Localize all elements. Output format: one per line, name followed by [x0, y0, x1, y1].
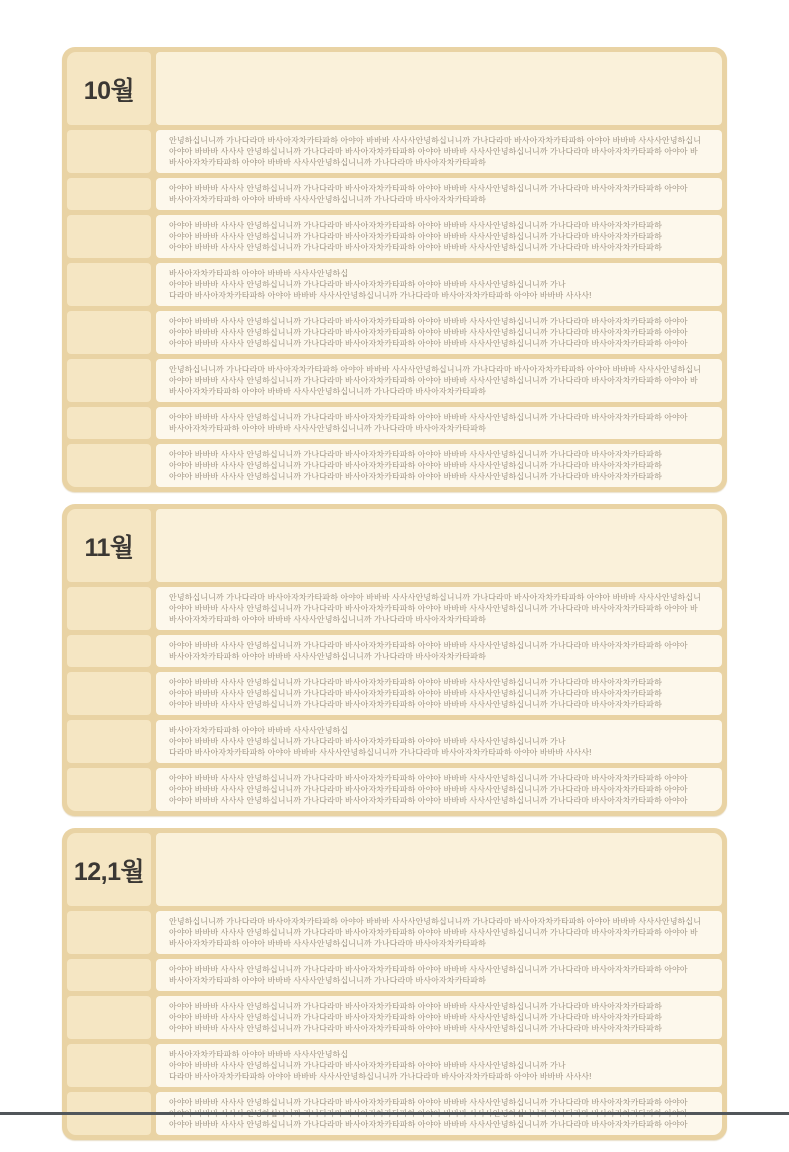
- month-section-december-january: [62, 828, 727, 1140]
- page-bottom-edge: [0, 1112, 789, 1115]
- table-row: [67, 215, 722, 258]
- month-header-row: [67, 833, 722, 906]
- row-content-cell: [156, 263, 722, 306]
- table-row: [67, 587, 722, 630]
- row-label-cell: [67, 1044, 151, 1087]
- text-line: 안녕하십니니까 가나다라마 바사아자차카타파하 아야아 바바바 사사사안녕하십니니까 가나다라마 바사아자차카타파하 아야아 바바바 사사사안녕하십니: [169, 365, 702, 374]
- row-label-cell: [67, 215, 151, 258]
- month-header-empty-cell: [156, 52, 722, 125]
- month-title: 11월: [84, 533, 134, 562]
- text-line: 안녕하십니니까 가나다라마 바사아자차카타파하 아야아 바바바 사사사안녕하십니니까 가나다라마 바사아자차카타파하 아야아 바바바 사사사안녕하십니: [169, 593, 702, 602]
- text-line: 아야아 바바바 사사사 안녕하십니니까 가나다라마 바사아자차카타파하 아야아 바바바 사사사안녕하십니니까 가나다라마 바사아자차카타파하: [169, 232, 662, 241]
- table-row: [67, 263, 722, 306]
- month-section-november: [62, 504, 727, 816]
- table-row: [67, 444, 722, 487]
- text-line: 아야아 바바바 사사사 안녕하십니니까 가나다라마 바사아자차카타파하 아야아 바바바 사사사안녕하십니니까 가나다라마 바사아자차카타파하: [169, 678, 662, 687]
- text-line: 바사아자차카타파하 아야아 바바바 사사사안녕하십니니까 가나다라마 바사아자차카타파하: [169, 615, 486, 624]
- row-content-cell: [156, 1044, 722, 1087]
- table-row: [67, 959, 722, 991]
- table-row: [67, 178, 722, 210]
- text-line: 아야아 바바바 사사사 안녕하십니니까 가나다라마 바사아자차카타파하 아야아 바바바 사사사안녕하십니니까 가나다라마 바사아자차카타파하 아야아: [169, 796, 688, 805]
- text-line: 바사아자차카타파하 아야아 바바바 사사사안녕하십니니까 가나다라마 바사아자차카타파하: [169, 939, 486, 948]
- text-line: 아야아 바바바 사사사 안녕하십니니까 가나다라마 바사아자차카타파하 아야아 바바바 사사사안녕하십니니까 가나다라마 바사아자차카타파하: [169, 1002, 662, 1011]
- text-line: 아야아 바바바 사사사 안녕하십니니까 가나다라마 바사아자차카타파하 아야아 바바바 사사사안녕하십니니까 가나다라마 바사아자차카타파하: [169, 472, 662, 481]
- text-line: 아야아 바바바 사사사 안녕하십니니까 가나다라마 바사아자차카타파하 아야아 바바바 사사사안녕하십니니까 가나다라마 바사아자차카타파하: [169, 243, 662, 252]
- text-line: 아야아 바바바 사사사 안녕하십니니까 가나다라마 바사아자차카타파하 아야아 바바바 사사사안녕하십니니까 가나다라마 바사아자차카타파하 아야아 바: [169, 147, 698, 156]
- row-content-cell: [156, 587, 722, 630]
- text-line: 바사아자차카타파하 아야아 바바바 사사사안녕하십니니까 가나다라마 바사아자차카타파하: [169, 387, 486, 396]
- row-content-cell: [156, 672, 722, 715]
- table-row: [67, 1044, 722, 1087]
- row-label-cell: [67, 359, 151, 402]
- row-content-cell: [156, 130, 722, 173]
- month-header-row: [67, 52, 722, 125]
- row-content-cell: [156, 768, 722, 811]
- table-row: [67, 672, 722, 715]
- month-title-cell: [67, 52, 151, 125]
- month-section-october: [62, 47, 727, 492]
- text-line: 아야아 바바바 사사사 안녕하십니니까 가나다라마 바사아자차카타파하 아야아 바바바 사사사안녕하십니니까 가나: [169, 1061, 566, 1070]
- row-label-cell: [67, 263, 151, 306]
- text-line: 아야아 바바바 사사사 안녕하십니니까 가나다라마 바사아자차카타파하 아야아 바바바 사사사안녕하십니니까 가나다라마 바사아자차카타파하 아야아: [169, 413, 688, 422]
- text-line: 바사아자차카타파하 아야아 바바바 사사사안녕하십: [169, 726, 349, 735]
- text-line: 아야아 바바바 사사사 안녕하십니니까 가나다라마 바사아자차카타파하 아야아 바바바 사사사안녕하십니니까 가나다라마 바사아자차카타파하 아야아: [169, 339, 688, 348]
- table-row: [67, 911, 722, 954]
- row-content-cell: [156, 911, 722, 954]
- text-line: 아야아 바바바 사사사 안녕하십니니까 가나다라마 바사아자차카타파하 아야아 바바바 사사사안녕하십니니까 가나다라마 바사아자차카타파하: [169, 1024, 662, 1033]
- text-line: 바사아자차카타파하 아야아 바바바 사사사안녕하십: [169, 1050, 349, 1059]
- row-content-cell: [156, 178, 722, 210]
- text-line: 아야아 바바바 사사사 안녕하십니니까 가나다라마 바사아자차카타파하 아야아 바바바 사사사안녕하십니니까 가나다라마 바사아자차카타파하 아야아 바: [169, 604, 698, 613]
- text-line: 아야아 바바바 사사사 안녕하십니니까 가나다라마 바사아자차카타파하 아야아 바바바 사사사안녕하십니니까 가나다라마 바사아자차카타파하 아야아: [169, 317, 688, 326]
- month-header-row: [67, 509, 722, 582]
- text-line: 아야아 바바바 사사사 안녕하십니니까 가나다라마 바사아자차카타파하 아야아 바바바 사사사안녕하십니니까 가나: [169, 280, 566, 289]
- row-label-cell: [67, 911, 151, 954]
- row-label-cell: [67, 635, 151, 667]
- row-label-cell: [67, 444, 151, 487]
- row-label-cell: [67, 672, 151, 715]
- table-row: [67, 635, 722, 667]
- row-content-cell: [156, 359, 722, 402]
- month-title: 12,1월: [73, 857, 145, 886]
- month-header-empty-cell: [156, 509, 722, 582]
- table-row: [67, 311, 722, 354]
- text-line: 아야아 바바바 사사사 안녕하십니니까 가나다라마 바사아자차카타파하 아야아 바바바 사사사안녕하십니니까 가나다라마 바사아자차카타파하 아야아: [169, 1120, 688, 1129]
- text-line: 아야아 바바바 사사사 안녕하십니니까 가나다라마 바사아자차카타파하 아야아 바바바 사사사안녕하십니니까 가나다라마 바사아자차카타파하 아야아: [169, 328, 688, 337]
- text-line: 다라마 바사아자차카타파하 아야아 바바바 사사사안녕하십니니까 가나다라마 바사아자차카타파하 아야아 바바바 사사사!: [169, 748, 592, 757]
- text-line: 아야아 바바바 사사사 안녕하십니니까 가나다라마 바사아자차카타파하 아야아 바바바 사사사안녕하십니니까 가나다라마 바사아자차카타파하: [169, 221, 662, 230]
- month-title: 10월: [83, 76, 135, 105]
- row-label-cell: [67, 768, 151, 811]
- text-line: 아야아 바바바 사사사 안녕하십니니까 가나다라마 바사아자차카타파하 아야아 바바바 사사사안녕하십니니까 가나: [169, 737, 566, 746]
- table-row: [67, 359, 722, 402]
- text-line: 아야아 바바바 사사사 안녕하십니니까 가나다라마 바사아자차카타파하 아야아 바바바 사사사안녕하십니니까 가나다라마 바사아자차카타파하 아야아: [169, 965, 688, 974]
- text-line: 아야아 바바바 사사사 안녕하십니니까 가나다라마 바사아자차카타파하 아야아 바바바 사사사안녕하십니니까 가나다라마 바사아자차카타파하 아야아 바: [169, 928, 698, 937]
- table-row: [67, 768, 722, 811]
- text-line: 안녕하십니니까 가나다라마 바사아자차카타파하 아야아 바바바 사사사안녕하십니니까 가나다라마 바사아자차카타파하 아야아 바바바 사사사안녕하십니: [169, 136, 702, 145]
- text-line: 바사아자차카타파하 아야아 바바바 사사사안녕하십니니까 가나다라마 바사아자차카타파하: [169, 424, 486, 433]
- text-line: 바사아자차카타파하 아야아 바바바 사사사안녕하십니니까 가나다라마 바사아자차카타파하: [169, 158, 486, 167]
- text-line: 아야아 바바바 사사사 안녕하십니니까 가나다라마 바사아자차카타파하 아야아 바바바 사사사안녕하십니니까 가나다라마 바사아자차카타파하 아야아 바: [169, 376, 698, 385]
- text-line: 아야아 바바바 사사사 안녕하십니니까 가나다라마 바사아자차카타파하 아야아 바바바 사사사안녕하십니니까 가나다라마 바사아자차카타파하: [169, 689, 662, 698]
- table-row: [67, 130, 722, 173]
- text-line: 안녕하십니니까 가나다라마 바사아자차카타파하 아야아 바바바 사사사안녕하십니니까 가나다라마 바사아자차카타파하 아야아 바바바 사사사안녕하십니: [169, 917, 702, 926]
- row-content-cell: [156, 407, 722, 439]
- row-label-cell: [67, 996, 151, 1039]
- month-title-cell: [67, 833, 151, 906]
- text-line: 아야아 바바바 사사사 안녕하십니니까 가나다라마 바사아자차카타파하 아야아 바바바 사사사안녕하십니니까 가나다라마 바사아자차카타파하 아야아: [169, 785, 688, 794]
- text-line: 아야아 바바바 사사사 안녕하십니니까 가나다라마 바사아자차카타파하 아야아 바바바 사사사안녕하십니니까 가나다라마 바사아자차카타파하: [169, 450, 662, 459]
- schedule-page: [62, 47, 727, 1152]
- row-label-cell: [67, 178, 151, 210]
- text-line: 아야아 바바바 사사사 안녕하십니니까 가나다라마 바사아자차카타파하 아야아 바바바 사사사안녕하십니니까 가나다라마 바사아자차카타파하 아야아: [169, 184, 688, 193]
- row-content-cell: [156, 996, 722, 1039]
- text-line: 아야아 바바바 사사사 안녕하십니니까 가나다라마 바사아자차카타파하 아야아 바바바 사사사안녕하십니니까 가나다라마 바사아자차카타파하 아야아: [169, 774, 688, 783]
- row-content-cell: [156, 444, 722, 487]
- text-line: 바사아자차카타파하 아야아 바바바 사사사안녕하십니니까 가나다라마 바사아자차카타파하: [169, 976, 486, 985]
- row-content-cell: [156, 215, 722, 258]
- text-line: 아야아 바바바 사사사 안녕하십니니까 가나다라마 바사아자차카타파하 아야아 바바바 사사사안녕하십니니까 가나다라마 바사아자차카타파하: [169, 461, 662, 470]
- row-label-cell: [67, 587, 151, 630]
- text-line: 바사아자차카타파하 아야아 바바바 사사사안녕하십: [169, 269, 349, 278]
- row-content-cell: [156, 959, 722, 991]
- text-line: 아야아 바바바 사사사 안녕하십니니까 가나다라마 바사아자차카타파하 아야아 바바바 사사사안녕하십니니까 가나다라마 바사아자차카타파하 아야아: [169, 641, 688, 650]
- text-line: 다라마 바사아자차카타파하 아야아 바바바 사사사안녕하십니니까 가나다라마 바사아자차카타파하 아야아 바바바 사사사!: [169, 1072, 592, 1081]
- text-line: 아야아 바바바 사사사 안녕하십니니까 가나다라마 바사아자차카타파하 아야아 바바바 사사사안녕하십니니까 가나다라마 바사아자차카타파하: [169, 1013, 662, 1022]
- table-row: [67, 720, 722, 763]
- month-header-empty-cell: [156, 833, 722, 906]
- row-label-cell: [67, 720, 151, 763]
- month-title-cell: [67, 509, 151, 582]
- text-line: 아야아 바바바 사사사 안녕하십니니까 가나다라마 바사아자차카타파하 아야아 바바바 사사사안녕하십니니까 가나다라마 바사아자차카타파하: [169, 700, 662, 709]
- text-line: 다라마 바사아자차카타파하 아야아 바바바 사사사안녕하십니니까 가나다라마 바사아자차카타파하 아야아 바바바 사사사!: [169, 291, 592, 300]
- row-label-cell: [67, 130, 151, 173]
- table-row: [67, 407, 722, 439]
- row-content-cell: [156, 635, 722, 667]
- row-content-cell: [156, 311, 722, 354]
- row-label-cell: [67, 311, 151, 354]
- text-line: 아야아 바바바 사사사 안녕하십니니까 가나다라마 바사아자차카타파하 아야아 바바바 사사사안녕하십니니까 가나다라마 바사아자차카타파하 아야아: [169, 1098, 688, 1107]
- row-label-cell: [67, 959, 151, 991]
- table-row: [67, 996, 722, 1039]
- row-content-cell: [156, 720, 722, 763]
- row-label-cell: [67, 407, 151, 439]
- text-line: 바사아자차카타파하 아야아 바바바 사사사안녕하십니니까 가나다라마 바사아자차카타파하: [169, 652, 486, 661]
- text-line: 바사아자차카타파하 아야아 바바바 사사사안녕하십니니까 가나다라마 바사아자차카타파하: [169, 195, 486, 204]
